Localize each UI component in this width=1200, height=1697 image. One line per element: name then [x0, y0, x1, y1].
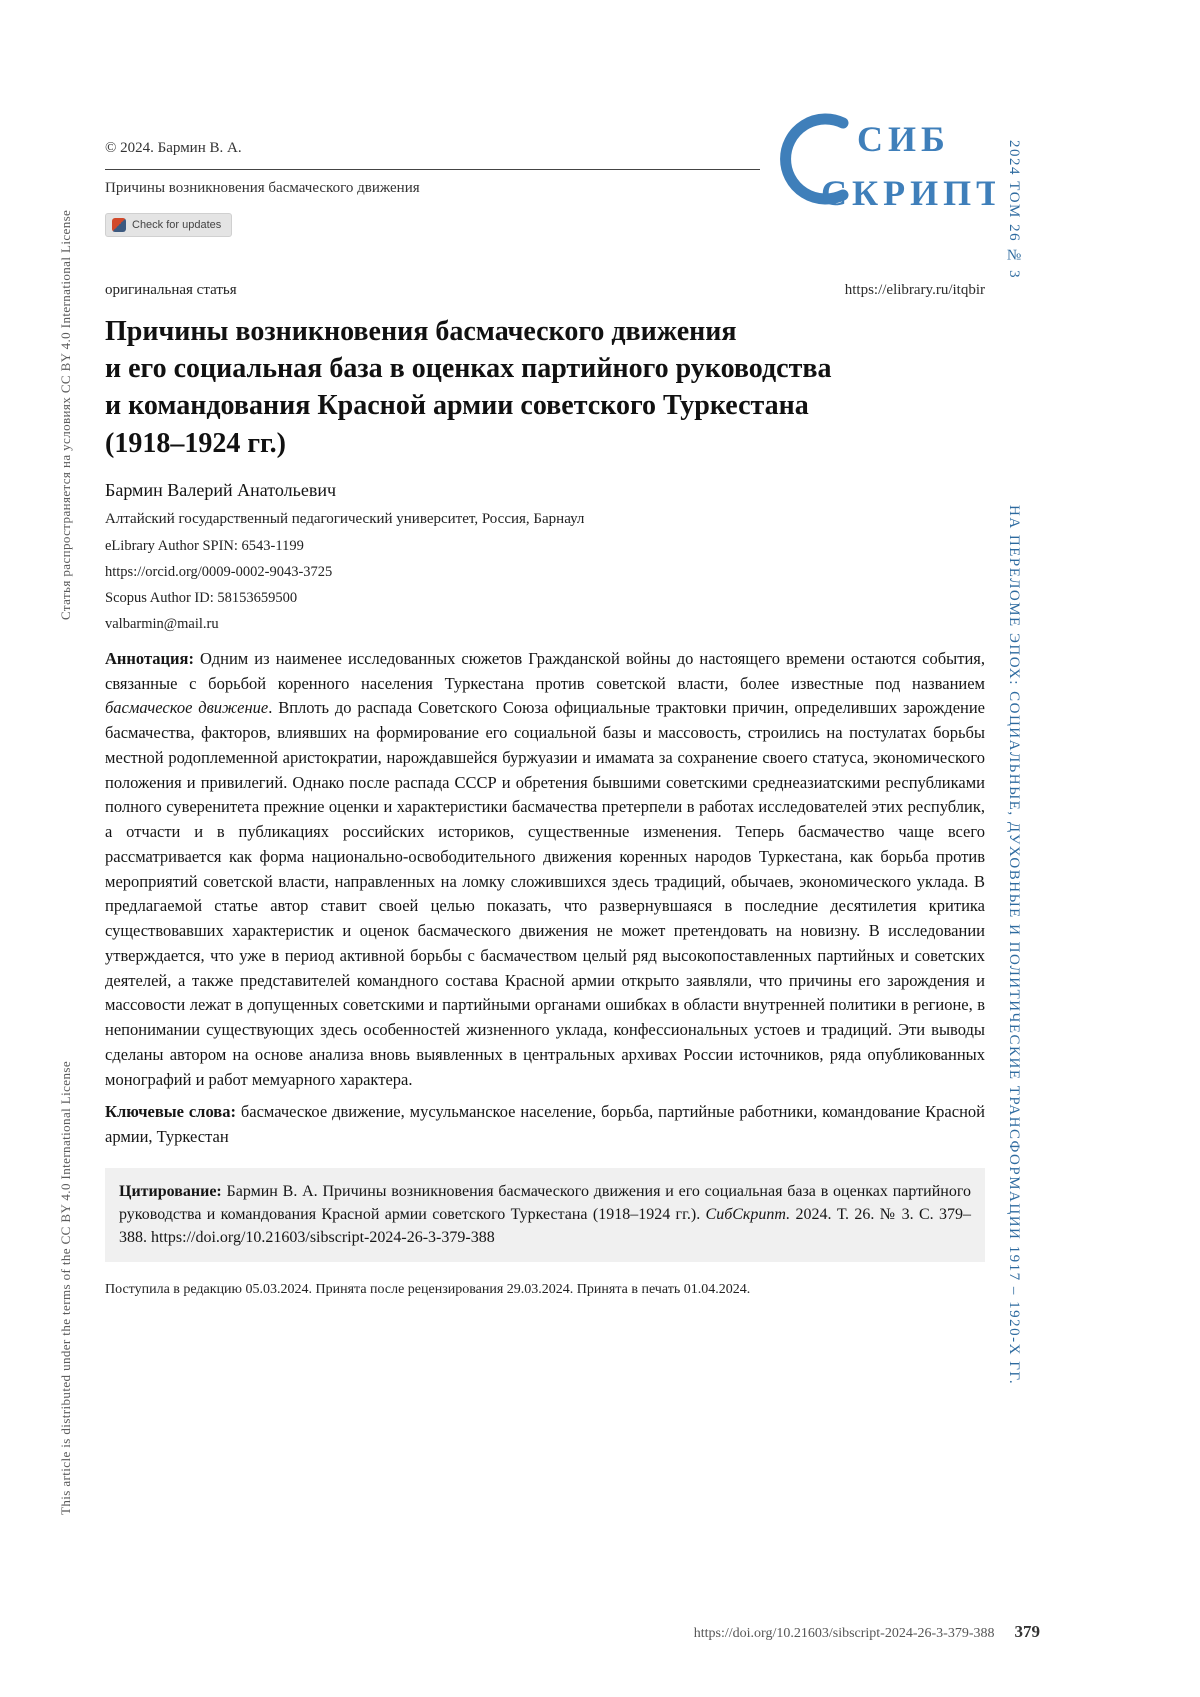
citation-box: [105, 1168, 985, 1262]
logo-line1: СИБ: [857, 119, 950, 159]
keywords-text: басмаческое движение, мусульманское население, борьба, партийные работники, командование Красной армии, Туркестан: [105, 1102, 985, 1147]
abstract-paragraph: [105, 647, 985, 1093]
running-title: Причины возникновения басмаческого движения: [105, 180, 420, 196]
abstract-text-2: . Вплоть до распада Советского Союза официальные трактовки причин, определивших зарождение басмачества, факторов, влиявших на формирование его социальной базы и массовость, строились на постулатах борьбы местной родоплеменной аристократии, нарождавшейся буржуазии и имамата за сохранение своего статуса, экономического положения и привилегий. Однако после распада СССР и обретения бывшими советскими среднеазиатскими республиками полного суверенитета прежние оценки и характеристики басмачества претерпели в работах исследователей этих республик, а отчасти и в публикациях российских историков, существенные изменения. Теперь басмачество чаще всего рассматривается как форма национально-освободительного движения коренных народов Туркестана, как борьба против мероприятий советской власти, направленных на ломку сложившихся здесь традиций, обычаев, экономического уклада. В предлагаемой статье автор ставит своей целью показать, что развернувшаяся в последние десятилетия критика существовавших характеристик и оценок басмаческого движения не может претендовать на новизну. В исследовании утверждается, что уже в период активной борьбы с басмачеством целый ряд высокопоставленных партийных и советских деятелей, а также представителей командного состава Красной армии открыто заявляли, что причины его зарождения и массовости лежат в допущенных советскими и партийными органами ошибках в области внутренней политики в регионе, в непонимании существующих здесь особенностей жизненного уклада, конфессиональных устоев и традиций. Эти выводы сделаны автором на основе анализа вновь выявленных в центральных архивах России источников, ряда опубликованных монографий и работ мемуарного характера.: [105, 698, 985, 1089]
keywords-label: Ключевые слова:: [105, 1102, 236, 1122]
footer-page-number: 379: [1014, 1622, 1040, 1641]
crossref-icon: [112, 218, 126, 232]
main-column: [105, 282, 985, 1298]
article-title-line-4: (1918–1924 гг.): [105, 427, 286, 459]
author-name: Бармин Валерий Анатольевич: [105, 479, 337, 500]
author-spin: eLibrary Author SPIN: 6543-1199: [105, 537, 304, 554]
header-divider: [105, 169, 760, 170]
author-email-link[interactable]: valbarmin@mail.ru: [105, 615, 219, 632]
abstract-label: Аннотация:: [105, 648, 194, 668]
volume-vertical: 2024 ТОМ 26 № 3: [1006, 140, 1022, 280]
section-title-vertical: НА ПЕРЕЛОМЕ ЭПОХ: СОЦИАЛЬНЫЕ, ДУХОВНЫЕ И ПОЛИТИЧЕСКИЕ ТРАНСФОРМАЦИИ 1917 – 1920-Х ГГ.: [1006, 505, 1022, 1386]
article-type-label: оригинальная статья: [105, 282, 237, 298]
header: [105, 140, 760, 237]
author-scopus-id: Scopus Author ID: 58153659500: [105, 589, 298, 606]
article-title-line-2: и его социальная база в оценках партийного руководства: [105, 353, 832, 385]
author-affiliation: Алтайский государственный педагогический университет, Россия, Барнаул: [105, 510, 585, 527]
journal-logo: [765, 105, 995, 215]
logo-line2: СКРИПТ: [821, 173, 995, 213]
author-orcid-link[interactable]: https://orcid.org/0009-0002-9043-3725: [105, 563, 333, 580]
article-meta-row: [105, 282, 985, 299]
citation-label: Цитирование:: [119, 1182, 222, 1200]
citation-journal-name: СибСкрипт.: [705, 1206, 791, 1224]
journal-logo-svg: [765, 105, 995, 215]
submission-dates: Поступила в редакцию 05.03.2024. Принята после рецензирования 29.03.2024. Принята в печать 01.04.2024.: [105, 1281, 751, 1297]
license-ru-vertical: Статья распространяется на условиях CC BY 4.0 International License: [58, 209, 73, 620]
license-en-vertical: This article is distributed under the terms of the CC BY 4.0 International License: [58, 1061, 73, 1515]
footer: [105, 1622, 1040, 1642]
article-title-line-3: и командования Красной армии советского Туркестана: [105, 390, 809, 422]
check-for-updates-label: Check for updates: [132, 219, 222, 231]
citation-text-1: Бармин В. А. Причины возникновения басмаческого движения и его социальная база в оценках партийного руководства и командования Красной армии советского Туркестана (1918–1924 гг.).: [119, 1182, 971, 1224]
abstract-text-1: Одним из наименее исследованных сюжетов Гражданской войны до настоящего времени остаются события, связанные с борьбой коренного населения Туркестана против советской власти, более известные под названием: [105, 648, 985, 693]
citation-text-2: 2024. Т. 26. № 3. С. 379–388. https://doi.org/10.21603/sibscript-2024-26-3-379-388: [119, 1206, 972, 1247]
elibrary-link[interactable]: https://elibrary.ru/itqbir: [844, 282, 985, 298]
keywords-paragraph: [105, 1100, 985, 1150]
check-for-updates-badge[interactable]: [105, 213, 232, 237]
footer-doi-link[interactable]: https://doi.org/10.21603/sibscript-2024-26-3-379-388: [693, 1626, 995, 1641]
copyright-line: © 2024. Бармин В. А.: [105, 140, 242, 156]
article-title: [105, 313, 985, 462]
article-title-line-1: Причины возникновения басмаческого движения: [105, 316, 737, 347]
abstract-italic-term: басмаческое движение: [105, 698, 269, 718]
